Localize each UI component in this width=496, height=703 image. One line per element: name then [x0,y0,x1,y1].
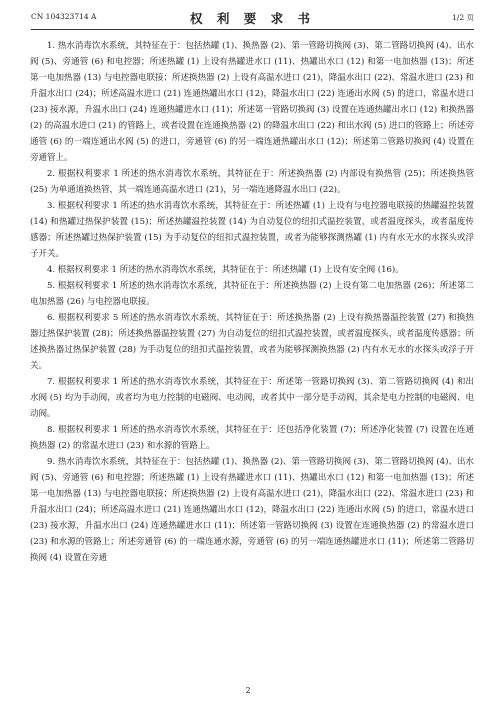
claim-6: 6. 根据权利要求 5 所述的热水消毒饮水系统，其特征在于：所述换热器 (2) 上设有换热器温控装置 (27) 和换热器过热保护装置 (28)；所述换热器温控装置 (27) 为自动复位的纽扣式温控装置，或者温度探头，或者温度传感器；所述换热器过热保护装置 (28) 为手动复位的纽扣式温控装置，或者为能够探测换热器 (2) 内有水无水的水探头或浮子开关。 [30,313,474,371]
claim-4: 4. 根据权利要求 1 所述的热水消毒饮水系统，其特征在于：所述热罐 (1) 上设有安全阀 (16)。 [47,265,404,275]
page-footer [0,686,496,695]
page-header [31,9,474,29]
header-divider [31,29,474,30]
patent-number: CN 104323714 A [31,12,97,21]
claim-1: 1. 热水消毒饮水系统，其特征在于：包括热罐 (1)、换热器 (2)、第一管路切换阀 (3)、第二管路切换阀 (4)、出水阀 (5)、旁通管 (6) 和电控器；所述热罐 (1) 上设有热罐进水口 (11)、热罐出水口 (12) 和第一电加热器 (13)；所述第一电加热器 (13) 与电控器电联接；所述换热器 (2) 上设有高温水进口 (21)，降温水出口 (22)、常温水进口 (23) 和升温水出口 (24)；所述高温水进口 (21) 连通热罐出水口 (12)，降温水出口 (22) 连通出水阀 (5) 的进口，常温水进口 (23) 接水源，升温水出口 (24) 连通热罐进水口 (11)；所述第一管路切换阀 (3) 设置在连通热罐出水口 (12) 和换热器 (2) 的高温水进口 (21) 的管路上，或者设置在连通换热器 (2) 的降温水出口 (22) 和出水阀 (5) 进口的管路上；所述旁通管 (6) 的一端连通出水阀 (5) 的进口，旁通管 (6) 的另一端连通热罐出水口 (12)；所述第二管路切换阀 (4) 设置在旁通管上。 [30,41,474,163]
claim-8: 8. 根据权利要求 1 所述的热水消毒饮水系统，其特征在于：还包括净化装置 (7)；所述净化装置 (7) 设置在连通换热器 (2) 的常温水进口 (23) 和水源的管路上。 [30,425,474,451]
claims-body [30,38,474,566]
claim-5: 5. 根据权利要求 1 所述的热水消毒饮水系统，其特征在于：所述换热器 (2) 上设有第二电加热器 (26)；所述第二电加热器 (26) 与电控器电联接。 [30,281,474,307]
claim-7: 7. 根据权利要求 1 所述的热水消毒饮水系统，其特征在于：所述第一管路切换阀 (3)、第二管路切换阀 (4) 和出水阀 (5) 均为手动阀，或者均为电力控制的电磁阀、电动阀，或者其中一部分是手动阀，其余是电力控制的电磁阀、电动阀。 [30,377,474,419]
claim-9: 9. 热水消毒饮水系统，其特征在于：包括热罐 (1)、换热器 (2)、第一管路切换阀 (3)、第二管路切换阀 (4)、出水阀 (5)、旁通管 (6) 和电控器；所述热罐 (1) 上设有热罐进水口 (11)、热罐出水口 (12) 和第一电加热器 (13)；所述第一电加热器 (13) 与电控器电联接；所述换热器 (2) 上设有高温水进口 (21)，降温水出口 (22)、常温水进口 (23) 和升温水出口 (24)；所述高温水进口 (21) 连通热罐出水口 (12)，降温水出口 (22) 连通出水阀 (5) 的进口，常温水进口 (23) 接水源，升温水出口 (24) 连通热罐进水口 (11)；所述第一管路切换阀 (3) 设置在连通换热器 (2) 的常温水进口 (23) 和水源的管路上；所述旁通管 (6) 的一端连通水源，旁通管 (6) 的另一端连通热罐进水口 (11)；所述第二管路切换阀 (4) 设置在旁通 [30,457,474,563]
document-title: 权 利 要 求 书 [190,11,315,26]
page-number: 2 [245,686,251,695]
page-indicator: 1/2 页 [452,13,474,22]
claim-2: 2. 根据权利要求 1 所述的热水消毒饮水系统，其特征在于：所述换热器 (2) 内部设有换热管 (25)；所述换热管 (25) 为单通道换热管，其一端连通高温水进口 (21)，另一端连通降温水出口 (22)。 [30,169,474,195]
claim-3: 3. 根据权利要求 1 所述的热水消毒饮水系统，其特征在于：所述热罐 (1) 上设有与电控器电联接的热罐温控装置 (14) 和热罐过热保护装置 (15)；所述热罐温控装置 (14) 为自动复位的纽扣式温控装置，或者温度探头，或者温度传感器；所述热罐过热保护装置 (15) 为手动复位的纽扣式温控装置，或者为能够探测热罐 (1) 内有水无水的水探头或浮子开关。 [30,201,474,259]
